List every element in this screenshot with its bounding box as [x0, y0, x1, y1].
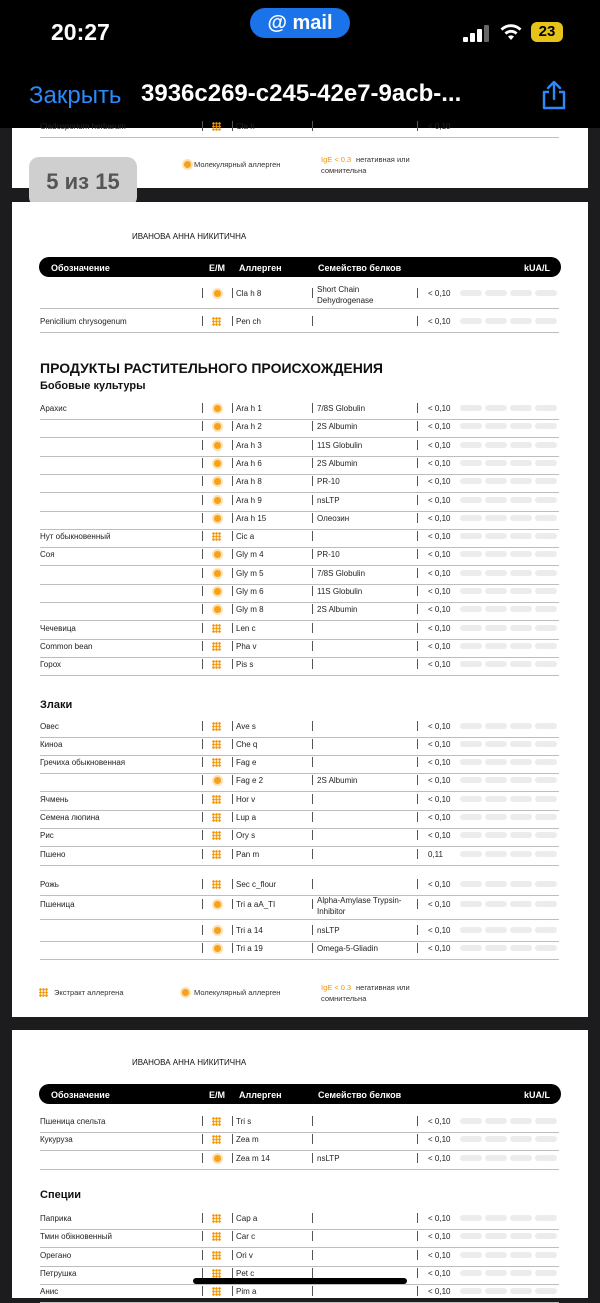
table-row — [40, 547, 559, 566]
source-name: Cladosporium herbarum — [40, 122, 126, 131]
allergen-code: Tri s — [236, 1117, 252, 1126]
battery-level: 23 — [531, 22, 563, 42]
allergen-code: Ara h 6 — [236, 459, 262, 468]
protein-family — [317, 514, 349, 523]
result-value: < 0,10 — [428, 880, 451, 889]
table-row — [40, 584, 559, 603]
molecular-icon — [214, 927, 221, 934]
result-value: < 0,10 — [428, 1117, 451, 1126]
protein-family-line: Inhibitor — [317, 907, 346, 916]
table-row — [40, 877, 559, 896]
header-family: Семейство белков — [318, 1090, 402, 1100]
legend-molecular: Молекулярный аллерген — [194, 160, 281, 169]
header-designation: Обозначение — [51, 1090, 110, 1100]
result-value: < 0,10 — [428, 441, 451, 450]
patient-name: ИВАНОВА АННА НИКИТИЧНА — [132, 232, 247, 241]
status-bar — [0, 0, 600, 64]
source-name: Common bean — [40, 642, 93, 651]
allergen-code: Lup a — [236, 813, 257, 822]
protein-family — [317, 587, 362, 596]
extract-icon — [212, 758, 221, 767]
allergen-code: Che q — [236, 740, 258, 749]
wifi-icon — [499, 22, 523, 42]
extract-icon — [212, 1232, 221, 1241]
result-value: < 0,10 — [428, 624, 451, 633]
molecular-icon — [214, 515, 221, 522]
table-row — [40, 286, 559, 309]
legend-negative-2: сомнительна — [321, 166, 367, 175]
molecular-icon — [214, 478, 221, 485]
source-name: Орегано — [40, 1251, 72, 1260]
legend-ige-threshold: IgE < 0.3 — [321, 155, 352, 164]
protein-family-line: Short Chain — [317, 285, 360, 294]
extract-icon — [212, 880, 221, 889]
allergen-code: Zea m 14 — [236, 1154, 270, 1163]
protein-family — [317, 496, 340, 505]
header-allergen: Аллерген — [239, 263, 282, 273]
header-em: E/M — [209, 1090, 226, 1100]
legend-negative-2: сомнительна — [321, 994, 367, 1003]
protein-family-line: 7/8S Globulin — [317, 569, 366, 578]
protein-family — [317, 422, 357, 431]
header-designation: Обозначение — [51, 263, 110, 273]
allergen-code: Pis s — [236, 660, 254, 669]
source-name: Тмин обікновенный — [40, 1232, 112, 1241]
result-value: < 0,10 — [428, 795, 451, 804]
extract-icon — [39, 988, 48, 997]
result-value: < 0,10 — [428, 1251, 451, 1260]
pdf-page-6 — [12, 1030, 588, 1298]
result-value: < 0,10 — [428, 740, 451, 749]
protein-family — [317, 1154, 340, 1163]
allergen-code: Fag e 2 — [236, 776, 264, 785]
pdf-page-5 — [12, 202, 588, 1017]
allergen-code: Cla h — [236, 122, 255, 131]
header-em: E/M — [209, 263, 226, 273]
result-value: < 0,10 — [428, 1232, 451, 1241]
source-name: Ячмень — [40, 795, 69, 804]
result-value: < 0,10 — [428, 758, 451, 767]
allergen-code: Ara h 9 — [236, 496, 262, 505]
extract-icon — [212, 532, 221, 541]
table-row — [40, 1229, 559, 1248]
allergen-code: Tri a 19 — [236, 944, 263, 953]
result-value: < 0,10 — [428, 776, 451, 785]
allergen-code: Tri a 14 — [236, 926, 263, 935]
legend-molecular: Молекулярный аллерген — [194, 988, 281, 997]
extract-icon — [212, 795, 221, 804]
table-row — [40, 474, 559, 493]
extract-icon — [212, 1214, 221, 1223]
table-row — [40, 621, 559, 640]
table-row — [40, 657, 559, 676]
protein-family-line: PR-10 — [317, 477, 340, 486]
header-unit: kUA/L — [524, 1090, 551, 1100]
allergen-code: Ory s — [236, 831, 256, 840]
result-value: < 0,10 — [428, 900, 451, 909]
allergen-code: Len c — [236, 624, 256, 633]
protein-family-line: 2S Albumin — [317, 776, 358, 785]
allergen-code: Sec c_flour — [236, 880, 277, 889]
table-row — [40, 810, 559, 829]
result-value: < 0,10 — [428, 831, 451, 840]
header-allergen: Аллерген — [239, 1090, 282, 1100]
protein-family-line: nsLTP — [317, 496, 340, 505]
table-row — [40, 119, 559, 138]
allergen-code: Hor v — [236, 795, 256, 804]
extract-icon — [212, 1269, 221, 1278]
result-value: < 0,10 — [428, 1135, 451, 1144]
extract-icon — [212, 831, 221, 840]
header-unit: kUA/L — [524, 263, 551, 273]
subsection-cereals: Злаки — [40, 699, 73, 711]
table-row — [40, 1211, 559, 1230]
home-indicator — [193, 1278, 407, 1284]
result-value: < 0,10 — [428, 404, 451, 413]
result-value: 0,11 — [428, 850, 443, 859]
allergen-code: Pan m — [236, 850, 260, 859]
molecular-icon — [214, 442, 221, 449]
protein-family-line: Omega-5-Gliadin — [317, 944, 378, 953]
protein-family-line: Dehydrogenase — [317, 296, 374, 305]
result-value: < 0,10 — [428, 550, 451, 559]
molecular-icon — [214, 570, 221, 577]
source-name: Нут обыкновенный — [40, 532, 111, 541]
protein-family — [317, 605, 357, 614]
extract-icon — [212, 722, 221, 731]
table-row — [40, 1114, 559, 1133]
allergen-code: Car c — [236, 1232, 256, 1241]
allergen-code: Gly m 4 — [236, 550, 264, 559]
result-value: < 0,10 — [428, 722, 451, 731]
allergen-code: Ori v — [236, 1251, 253, 1260]
allergen-code: Pim a — [236, 1287, 257, 1296]
table-row — [40, 1248, 559, 1267]
result-value: < 0,10 — [428, 122, 451, 131]
source-name: Пшеница спельта — [40, 1117, 106, 1126]
table-row — [40, 1132, 559, 1151]
cellular-signal-icon — [463, 24, 491, 42]
allergen-code: Ara h 1 — [236, 404, 262, 413]
table-row — [40, 719, 559, 738]
extract-icon — [212, 740, 221, 749]
allergen-code: Gly m 8 — [236, 605, 264, 614]
source-name: Рожь — [40, 880, 59, 889]
protein-family — [317, 944, 378, 953]
allergen-code: Ara h 15 — [236, 514, 267, 523]
allergen-code: Cap a — [236, 1214, 258, 1223]
close-button[interactable]: Закрыть — [29, 82, 122, 109]
table-row — [40, 897, 559, 920]
protein-family-line: 2S Albumin — [317, 459, 358, 468]
allergen-code: Ara h 3 — [236, 441, 262, 450]
protein-family-line: nsLTP — [317, 1154, 340, 1163]
molecular-icon — [214, 497, 221, 504]
table-row — [40, 529, 559, 548]
extract-icon — [212, 624, 221, 633]
document-title: 3936c269-c245-42e7-9acb-... — [141, 80, 462, 107]
extract-icon — [212, 1117, 221, 1126]
allergen-code: Ara h 8 — [236, 477, 262, 486]
allergen-code: Pet c — [236, 1269, 255, 1278]
result-value: < 0,10 — [428, 459, 451, 468]
source-name: Соя — [40, 550, 55, 559]
result-value: < 0,10 — [428, 1269, 451, 1278]
source-name: Горох — [40, 660, 62, 669]
protein-family — [317, 550, 340, 559]
protein-family — [317, 441, 362, 450]
page-counter: 5 из 15 — [29, 157, 137, 207]
source-name: Penicilium chrysogenum — [40, 317, 127, 326]
extract-icon — [212, 122, 221, 131]
allergen-code: Cla h 8 — [236, 289, 262, 298]
result-value: < 0,10 — [428, 926, 451, 935]
protein-family — [317, 477, 340, 486]
table-row — [40, 755, 559, 774]
protein-family-line: Олеозин — [317, 514, 350, 523]
protein-family-line: 2S Albumin — [317, 605, 358, 614]
allergen-code: Gly m 5 — [236, 569, 264, 578]
protein-family — [317, 895, 401, 917]
protein-family-line: PR-10 — [317, 550, 340, 559]
source-name: Овес — [40, 722, 59, 731]
result-value: < 0,10 — [428, 587, 451, 596]
header-family: Семейство белков — [318, 263, 402, 273]
extract-icon — [212, 813, 221, 822]
table-row — [40, 602, 559, 621]
table-row — [40, 773, 559, 792]
result-value: < 0,10 — [428, 1214, 451, 1223]
allergen-code: Zea m — [236, 1135, 259, 1144]
table-row — [40, 314, 559, 333]
molecular-icon — [214, 945, 221, 952]
result-value: < 0,10 — [428, 496, 451, 505]
status-time: 20:27 — [51, 19, 110, 45]
table-row — [40, 828, 559, 847]
result-value: < 0,10 — [428, 944, 451, 953]
table-row — [40, 639, 559, 658]
table-row — [40, 1284, 559, 1303]
legend-negative-1: негативная или — [356, 155, 410, 164]
legend-extract: Экстракт аллергена — [54, 988, 124, 997]
extract-icon — [212, 317, 221, 326]
allergen-code: Pha v — [236, 642, 257, 651]
protein-family — [317, 776, 357, 785]
protein-family — [317, 284, 373, 306]
molecular-icon — [214, 423, 221, 430]
table-row — [40, 456, 559, 475]
protein-family-line: nsLTP — [317, 926, 340, 935]
source-name: Рис — [40, 831, 54, 840]
source-name: Гречиха обыкновенная — [40, 758, 126, 767]
extract-icon — [212, 1135, 221, 1144]
subsection-legumes: Бобовые культуры — [40, 380, 146, 392]
legend-negative-1: негативная или — [356, 983, 410, 992]
table-row — [40, 847, 559, 866]
molecular-icon — [214, 551, 221, 558]
patient-name: ИВАНОВА АННА НИКИТИЧНА — [132, 1058, 247, 1067]
allergen-code: Cic a — [236, 532, 255, 541]
molecular-icon — [182, 989, 189, 996]
table-row — [40, 737, 559, 756]
protein-family-line: Alpha-Amylase Trypsin- — [317, 896, 402, 905]
mail-app-pill[interactable]: @ mail — [250, 8, 350, 38]
table-row — [40, 923, 559, 942]
result-value: < 0,10 — [428, 1154, 451, 1163]
allergen-code: Gly m 6 — [236, 587, 264, 596]
table-row — [40, 941, 559, 960]
table-row — [40, 566, 559, 585]
allergen-code: Tri a aA_TI — [236, 900, 276, 909]
molecular-icon — [214, 777, 221, 784]
extract-icon — [212, 1287, 221, 1296]
allergen-code: Fag e — [236, 758, 257, 767]
section-title: ПРОДУКТЫ РАСТИТЕЛЬНОГО ПРОИСХОЖДЕНИЯ — [40, 360, 383, 376]
source-name: Кукуруза — [40, 1135, 73, 1144]
result-value: < 0,10 — [428, 532, 451, 541]
protein-family — [317, 404, 365, 413]
source-name: Арахис — [40, 404, 67, 413]
result-value: < 0,10 — [428, 660, 451, 669]
allergen-code: Ara h 2 — [236, 422, 262, 431]
molecular-icon — [214, 405, 221, 412]
source-name: Анис — [40, 1287, 59, 1296]
legend-ige-threshold: IgE < 0.3 — [321, 983, 352, 992]
result-value: < 0,10 — [428, 813, 451, 822]
protein-family — [317, 926, 340, 935]
table-row — [40, 401, 559, 420]
source-name: Пшеница — [40, 900, 75, 909]
result-value: < 0,10 — [428, 514, 451, 523]
source-name: Киноа — [40, 740, 63, 749]
table-header — [39, 1084, 561, 1104]
protein-family-line: 11S Globulin — [317, 441, 363, 450]
protein-family — [317, 459, 357, 468]
result-value: < 0,10 — [428, 289, 451, 298]
source-name: Семена люпина — [40, 813, 100, 822]
extract-icon — [212, 850, 221, 859]
result-value: < 0,10 — [428, 477, 451, 486]
allergen-code: Ave s — [236, 722, 256, 731]
table-row — [40, 419, 559, 438]
table-row — [40, 792, 559, 811]
table-row — [40, 493, 559, 512]
molecular-icon — [214, 606, 221, 613]
source-name: Чечевица — [40, 624, 76, 633]
protein-family-line: 7/8S Globulin — [317, 404, 366, 413]
extract-icon — [212, 642, 221, 651]
table-row — [40, 438, 559, 457]
molecular-icon — [214, 1155, 221, 1162]
result-value: < 0,10 — [428, 605, 451, 614]
table-header — [39, 257, 561, 277]
subsection-spices: Специи — [40, 1189, 81, 1201]
source-name: Петрушка — [40, 1269, 77, 1278]
result-value: < 0,10 — [428, 422, 451, 431]
table-row — [40, 511, 559, 530]
table-row — [40, 1151, 559, 1170]
molecular-icon — [214, 588, 221, 595]
allergen-code: Pen ch — [236, 317, 261, 326]
protein-family — [317, 569, 365, 578]
molecular-icon — [214, 290, 221, 297]
result-value: < 0,10 — [428, 317, 451, 326]
extract-icon — [212, 1251, 221, 1260]
molecular-icon — [214, 460, 221, 467]
result-value: < 0,10 — [428, 1287, 451, 1296]
share-icon[interactable] — [541, 80, 567, 110]
molecular-icon — [214, 901, 221, 908]
protein-family-line: 11S Globulin — [317, 587, 363, 596]
source-name: Паприка — [40, 1214, 72, 1223]
result-value: < 0,10 — [428, 642, 451, 651]
molecular-icon — [184, 161, 191, 168]
protein-family-line: 2S Albumin — [317, 422, 358, 431]
result-value: < 0,10 — [428, 569, 451, 578]
extract-icon — [212, 660, 221, 669]
source-name: Пшено — [40, 850, 66, 859]
